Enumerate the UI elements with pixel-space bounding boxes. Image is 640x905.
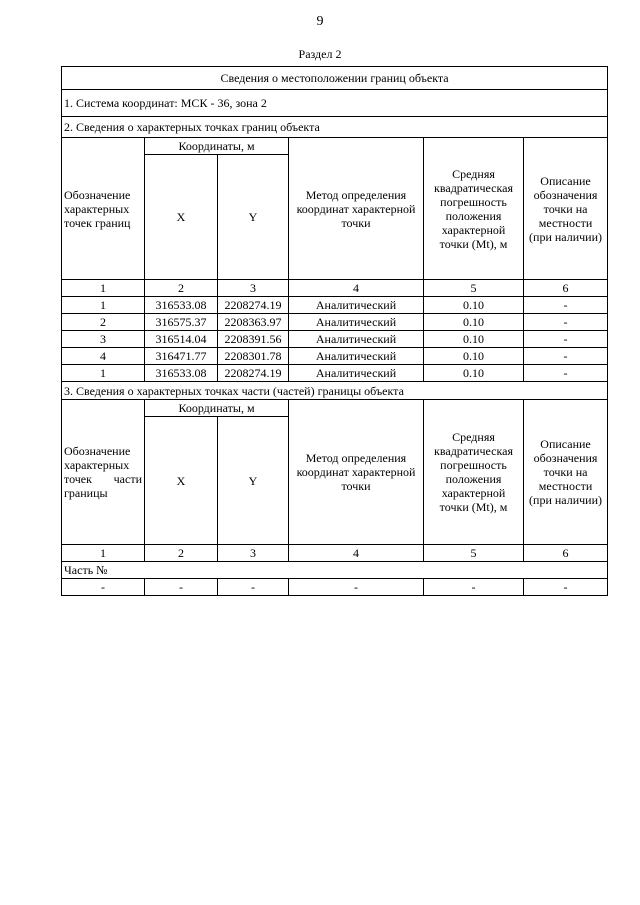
empty-cell: - xyxy=(524,579,608,596)
page-number: 9 xyxy=(316,14,324,29)
col-number: 4 xyxy=(289,545,424,562)
empty-cell: - xyxy=(289,579,424,596)
parts-section-title: 3. Сведения о характерных точках части (частей) границы объекта xyxy=(62,382,608,400)
point-number: 2 xyxy=(62,314,145,331)
point-y: 2208391.56 xyxy=(218,331,289,348)
table-title: Сведения о местоположении границ объекта xyxy=(62,67,608,90)
point-method: Аналитический xyxy=(289,331,424,348)
point-y: 2208274.19 xyxy=(218,365,289,382)
point-method: Аналитический xyxy=(289,297,424,314)
point-x: 316471.77 xyxy=(145,348,218,365)
col-number: 5 xyxy=(424,545,524,562)
point-x: 316533.08 xyxy=(145,297,218,314)
point-method: Аналитический xyxy=(289,348,424,365)
point-description: - xyxy=(524,331,608,348)
point-number: 1 xyxy=(62,297,145,314)
header2-method: Метод определения координат характерной точки xyxy=(289,400,424,545)
table-row xyxy=(62,348,608,365)
section-title: Раздел 2 xyxy=(298,47,342,61)
col-number: 2 xyxy=(145,545,218,562)
point-y: 2208363.97 xyxy=(218,314,289,331)
empty-cell: - xyxy=(218,579,289,596)
empty-cell: - xyxy=(145,579,218,596)
header-x: X xyxy=(145,155,218,280)
col-number: 1 xyxy=(62,545,145,562)
point-error: 0.10 xyxy=(424,365,524,382)
header-coords: Координаты, м xyxy=(145,138,289,155)
point-y: 2208301.78 xyxy=(218,348,289,365)
table-row xyxy=(62,579,608,596)
header2-x: X xyxy=(145,417,218,545)
point-method: Аналитический xyxy=(289,365,424,382)
header-error: Средняя квадратическая погрешность положения характерной точки (Mt), м xyxy=(424,138,524,280)
col-number: 1 xyxy=(62,280,145,297)
col-number: 6 xyxy=(524,545,608,562)
point-x: 316514.04 xyxy=(145,331,218,348)
header-description: Описание обозначения точки на местности (при наличии) xyxy=(524,138,608,280)
header-method: Метод определения координат характерной точки xyxy=(289,138,424,280)
column-numbers-row xyxy=(62,280,608,297)
point-description: - xyxy=(524,365,608,382)
empty-cell: - xyxy=(424,579,524,596)
point-number: 1 xyxy=(62,365,145,382)
table-row xyxy=(62,297,608,314)
point-description: - xyxy=(524,348,608,365)
point-method: Аналитический xyxy=(289,314,424,331)
coord-system: 1. Система координат: МСК - 36, зона 2 xyxy=(62,90,608,117)
point-error: 0.10 xyxy=(424,314,524,331)
empty-cell: - xyxy=(62,579,145,596)
col-number: 3 xyxy=(218,545,289,562)
point-number: 4 xyxy=(62,348,145,365)
point-y: 2208274.19 xyxy=(218,297,289,314)
column-numbers-row-2 xyxy=(62,545,608,562)
col-number: 2 xyxy=(145,280,218,297)
point-error: 0.10 xyxy=(424,348,524,365)
col-number: 6 xyxy=(524,280,608,297)
point-description: - xyxy=(524,314,608,331)
table-row xyxy=(62,331,608,348)
point-number: 3 xyxy=(62,331,145,348)
point-error: 0.10 xyxy=(424,331,524,348)
col-number: 3 xyxy=(218,280,289,297)
header2-designation: Обозначение характерных точек части границы xyxy=(62,400,145,545)
header2-y: Y xyxy=(218,417,289,545)
header2-error: Средняя квадратическая погрешность положения характерной точки (Mt), м xyxy=(424,400,524,545)
header2-description: Описание обозначения точки на местности (при наличии) xyxy=(524,400,608,545)
points-section-title: 2. Сведения о характерных точках границ объекта xyxy=(62,117,608,138)
point-description: - xyxy=(524,297,608,314)
point-x: 316575.37 xyxy=(145,314,218,331)
header2-coords: Координаты, м xyxy=(145,400,289,417)
table-row xyxy=(62,314,608,331)
point-error: 0.10 xyxy=(424,297,524,314)
table-row xyxy=(62,365,608,382)
col-number: 4 xyxy=(289,280,424,297)
col-number: 5 xyxy=(424,280,524,297)
boundaries-table xyxy=(61,66,608,596)
part-label: Часть № xyxy=(62,562,608,579)
header-y: Y xyxy=(218,155,289,280)
header-designation: Обозначение характерных точек границ xyxy=(62,138,145,280)
point-x: 316533.08 xyxy=(145,365,218,382)
